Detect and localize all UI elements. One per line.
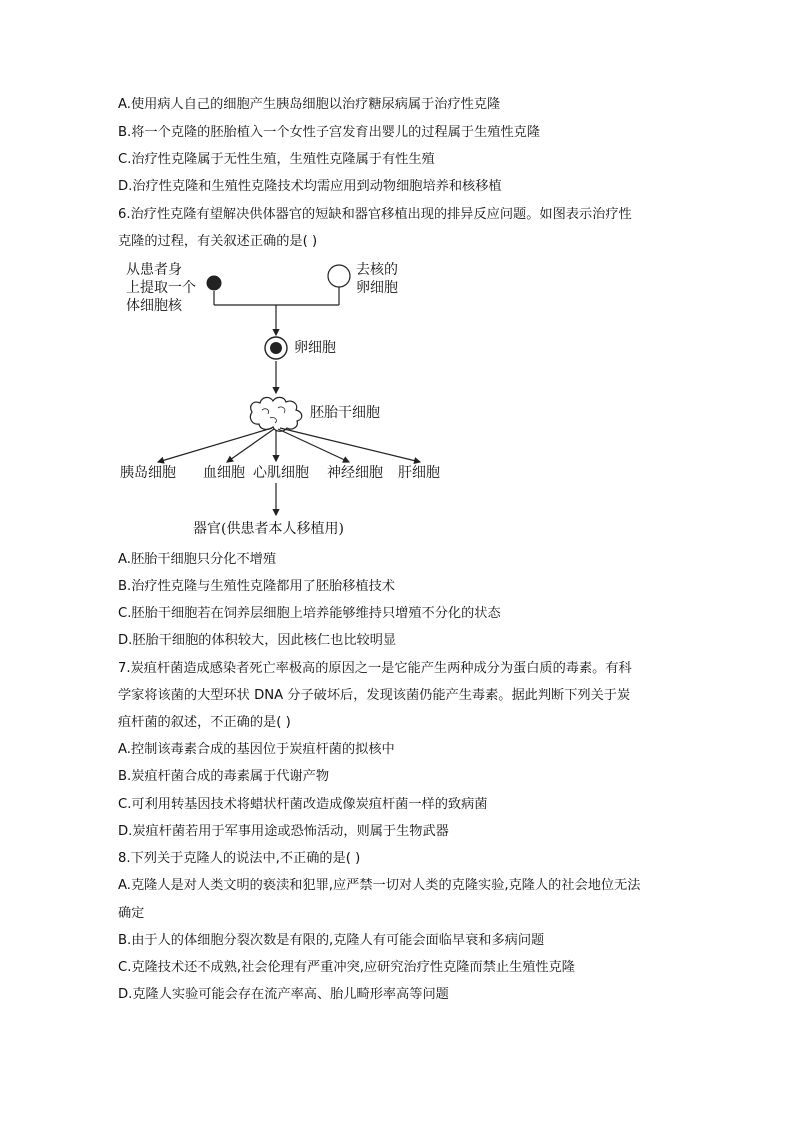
cell-islet: 胰岛细胞 xyxy=(120,465,176,481)
cell-cardiac: 心肌细胞 xyxy=(253,465,309,481)
somatic-nucleus xyxy=(207,276,222,291)
q6-option-b: B.治疗性克隆与生殖性克隆都用了胚胎移植技术 xyxy=(118,579,395,594)
q5-option-b: B.将一个克隆的胚胎植入一个女性子宫发育出婴儿的过程属于生殖性克隆 xyxy=(118,125,541,140)
q8-option-c: C.克隆技术还不成熟,社会伦理有严重冲突,应研究治疗性克隆而禁止生殖性克隆 xyxy=(118,960,575,975)
q7-option-d: D.炭疽杆菌若用于军事用途或恐怖活动，则属于生物武器 xyxy=(118,824,449,839)
source-label-line1: 从患者身 xyxy=(126,262,182,278)
q5-option-a: A.使用病人自己的细胞产生胰岛细胞以治疗糖尿病属于治疗性克隆 xyxy=(118,97,501,112)
q5-option-d: D.治疗性克隆和生殖性克隆技术均需应用到动物细胞培养和核移植 xyxy=(118,179,502,194)
stem-cell-label: 胚胎干细胞 xyxy=(310,405,380,421)
q8-stem: 8.下列关于克隆人的说法中,不正确的是( ) xyxy=(118,851,361,866)
embryonic-stem-cells xyxy=(250,397,301,431)
q7-option-b: B.炭疽杆菌合成的毒素属于代谢产物 xyxy=(118,769,330,784)
q8-option-b: B.由于人的体细胞分裂次数是有限的,克隆人有可能会面临早衰和多病问题 xyxy=(118,933,545,948)
source-label-line2: 上提取一个 xyxy=(126,280,196,296)
q6-option-c: C.胚胎干细胞若在饲养层细胞上培养能够维持只增殖不分化的状态 xyxy=(118,606,501,621)
q7-stem-line2: 学家将该菌的大型环状 DNA 分子破坏后，发现该菌仍能产生毒素。据此判断下列关于炭 xyxy=(118,688,631,703)
egg-label: 卵细胞 xyxy=(294,340,336,356)
source-label-line3: 体细胞核 xyxy=(126,298,182,314)
q7-stem-line3: 疽杆菌的叙述，不正确的是( ) xyxy=(118,715,291,730)
enucleated-label-line2: 卵细胞 xyxy=(356,280,398,296)
q7-stem-line1: 7.炭疽杆菌造成感染者死亡率极高的原因之一是它能产生两种成分为蛋白质的毒素。有科 xyxy=(118,661,632,676)
q8-option-a-line1: A.克隆人是对人类文明的亵渎和犯罪,应严禁一切对人类的克隆实验,克隆人的社会地位无法 xyxy=(118,878,641,893)
q6-option-d: D.胚胎干细胞的体积较大，因此核仁也比较明显 xyxy=(118,633,397,648)
cell-blood: 血细胞 xyxy=(203,465,245,481)
q7-option-c: C.可利用转基因技术将蜡状杆菌改造成像炭疽杆菌一样的致病菌 xyxy=(118,797,488,812)
enucleated-label-line1: 去核的 xyxy=(356,262,398,278)
enucleated-egg xyxy=(328,265,350,287)
q8-option-d: D.克隆人实验可能会存在流产率高、胎儿畸形率高等问题 xyxy=(118,987,449,1002)
q7-option-a: A.控制该毒素合成的基因位于炭疽杆菌的拟核中 xyxy=(118,742,395,757)
cell-neuron: 神经细胞 xyxy=(327,465,383,481)
organ-label: 器官(供患者本人移植用) xyxy=(193,521,344,537)
q6-option-a: A.胚胎干细胞只分化不增殖 xyxy=(118,552,277,567)
q6-stem-line2: 克隆的过程，有关叙述正确的是( ) xyxy=(118,234,318,249)
q5-option-c: C.治疗性克隆属于无性生殖，生殖性克隆属于有性生殖 xyxy=(118,152,435,167)
q8-option-a-line2: 确定 xyxy=(118,906,145,921)
q6-stem-line1: 6.治疗性克隆有望解决供体器官的短缺和器官移植出现的排异反应问题。如图表示治疗性 xyxy=(118,207,632,222)
cell-liver: 肝细胞 xyxy=(398,465,440,481)
